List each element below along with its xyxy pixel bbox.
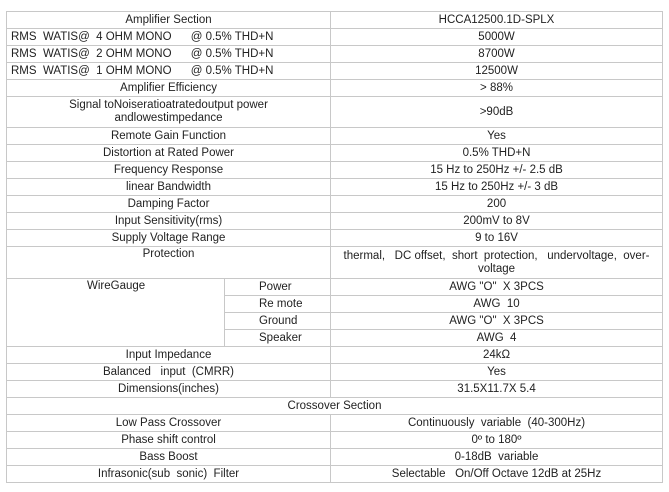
wire-gauge-ground-label: Ground	[225, 313, 331, 330]
dimensions-value: 31.5X11.7X 5.4	[331, 381, 663, 398]
table-row	[7, 432, 663, 449]
frequency-response-value: 15 Hz to 250Hz +/- 2.5 dB	[331, 162, 663, 179]
rms-2ohm-value: 8700W	[331, 46, 663, 63]
table-row	[7, 381, 663, 398]
supply-voltage-value: 9 to 16V	[331, 230, 663, 247]
table-row	[7, 128, 663, 145]
wire-gauge-ground-value: AWG "O" X 3PCS	[331, 313, 663, 330]
dimensions-label: Dimensions(inches)	[7, 381, 331, 398]
wire-gauge-power-label: Power	[225, 279, 331, 296]
input-impedance-value: 24kΩ	[331, 347, 663, 364]
snr-label-line2: andlowestimpedance	[114, 112, 223, 124]
rms-1ohm-value: 12500W	[331, 63, 663, 80]
table-row	[7, 449, 663, 466]
wire-gauge-power-value: AWG "O" X 3PCS	[331, 279, 663, 296]
input-impedance-label: Input Impedance	[7, 347, 331, 364]
table-row	[7, 279, 663, 296]
spec-table	[6, 11, 663, 483]
wire-gauge-label: WireGauge	[7, 279, 225, 347]
table-row	[7, 29, 663, 46]
wire-gauge-speaker-label: Speaker	[225, 330, 331, 347]
table-row	[7, 179, 663, 196]
infrasonic-filter-label: Infrasonic(sub sonic) Filter	[7, 466, 331, 483]
efficiency-label: Amplifier Efficiency	[7, 80, 331, 97]
distortion-value: 0.5% THD+N	[331, 145, 663, 162]
rms-4ohm-value: 5000W	[331, 29, 663, 46]
table-row	[7, 12, 663, 29]
wire-gauge-remote-value: AWG 10	[331, 296, 663, 313]
amplifier-section-label: Amplifier Section	[7, 12, 331, 29]
rms-4ohm-label: RMS WATIS@ 4 OHM MONO @ 0.5% THD+N	[7, 29, 331, 46]
table-row	[7, 196, 663, 213]
infrasonic-filter-value: Selectable On/Off Octave 12dB at 25Hz	[331, 466, 663, 483]
low-pass-crossover-label: Low Pass Crossover	[7, 415, 331, 432]
bandwidth-label: linear Bandwidth	[7, 179, 331, 196]
cmrr-value: Yes	[331, 364, 663, 381]
table-row	[7, 213, 663, 230]
table-row	[7, 347, 663, 364]
snr-value: >90dB	[331, 97, 663, 128]
table-row	[7, 364, 663, 381]
snr-label-line1: Signal toNoiseratioatratedoutput power	[69, 99, 268, 111]
table-row	[7, 466, 663, 483]
damping-factor-label: Damping Factor	[7, 196, 331, 213]
bandwidth-value: 15 Hz to 250Hz +/- 3 dB	[331, 179, 663, 196]
table-row	[7, 247, 663, 279]
table-row	[7, 46, 663, 63]
table-row	[7, 415, 663, 432]
snr-label	[7, 97, 331, 128]
phase-shift-value: 0º to 180º	[331, 432, 663, 449]
phase-shift-label: Phase shift control	[7, 432, 331, 449]
table-row	[7, 145, 663, 162]
efficiency-value: > 88%	[331, 80, 663, 97]
rms-1ohm-label: RMS WATIS@ 1 OHM MONO @ 0.5% THD+N	[7, 63, 331, 80]
remote-gain-label: Remote Gain Function	[7, 128, 331, 145]
table-row	[7, 80, 663, 97]
table-row	[7, 162, 663, 179]
distortion-label: Distortion at Rated Power	[7, 145, 331, 162]
input-sensitivity-value: 200mV to 8V	[331, 213, 663, 230]
bass-boost-label: Bass Boost	[7, 449, 331, 466]
protection-label: Protection	[7, 247, 331, 279]
supply-voltage-label: Supply Voltage Range	[7, 230, 331, 247]
protection-value	[331, 247, 663, 279]
rms-2ohm-label: RMS WATIS@ 2 OHM MONO @ 0.5% THD+N	[7, 46, 331, 63]
protection-value-line2: voltage	[477, 262, 516, 275]
model-value: HCCA12500.1D-SPLX	[331, 12, 663, 29]
frequency-response-label: Frequency Response	[7, 162, 331, 179]
input-sensitivity-label: Input Sensitivity(rms)	[7, 213, 331, 230]
bass-boost-value: 0-18dB variable	[331, 449, 663, 466]
crossover-section-heading: Crossover Section	[7, 398, 663, 415]
damping-factor-value: 200	[331, 196, 663, 213]
protection-value-line1: thermal, DC offset, short protection, undervoltage, over-	[343, 250, 650, 262]
wire-gauge-remote-label: Re mote	[225, 296, 331, 313]
table-row	[7, 97, 663, 128]
table-row	[7, 63, 663, 80]
table-row	[7, 230, 663, 247]
table-row	[7, 398, 663, 415]
wire-gauge-speaker-value: AWG 4	[331, 330, 663, 347]
cmrr-label: Balanced input (CMRR)	[7, 364, 331, 381]
remote-gain-value: Yes	[331, 128, 663, 145]
low-pass-crossover-value: Continuously variable (40-300Hz)	[331, 415, 663, 432]
